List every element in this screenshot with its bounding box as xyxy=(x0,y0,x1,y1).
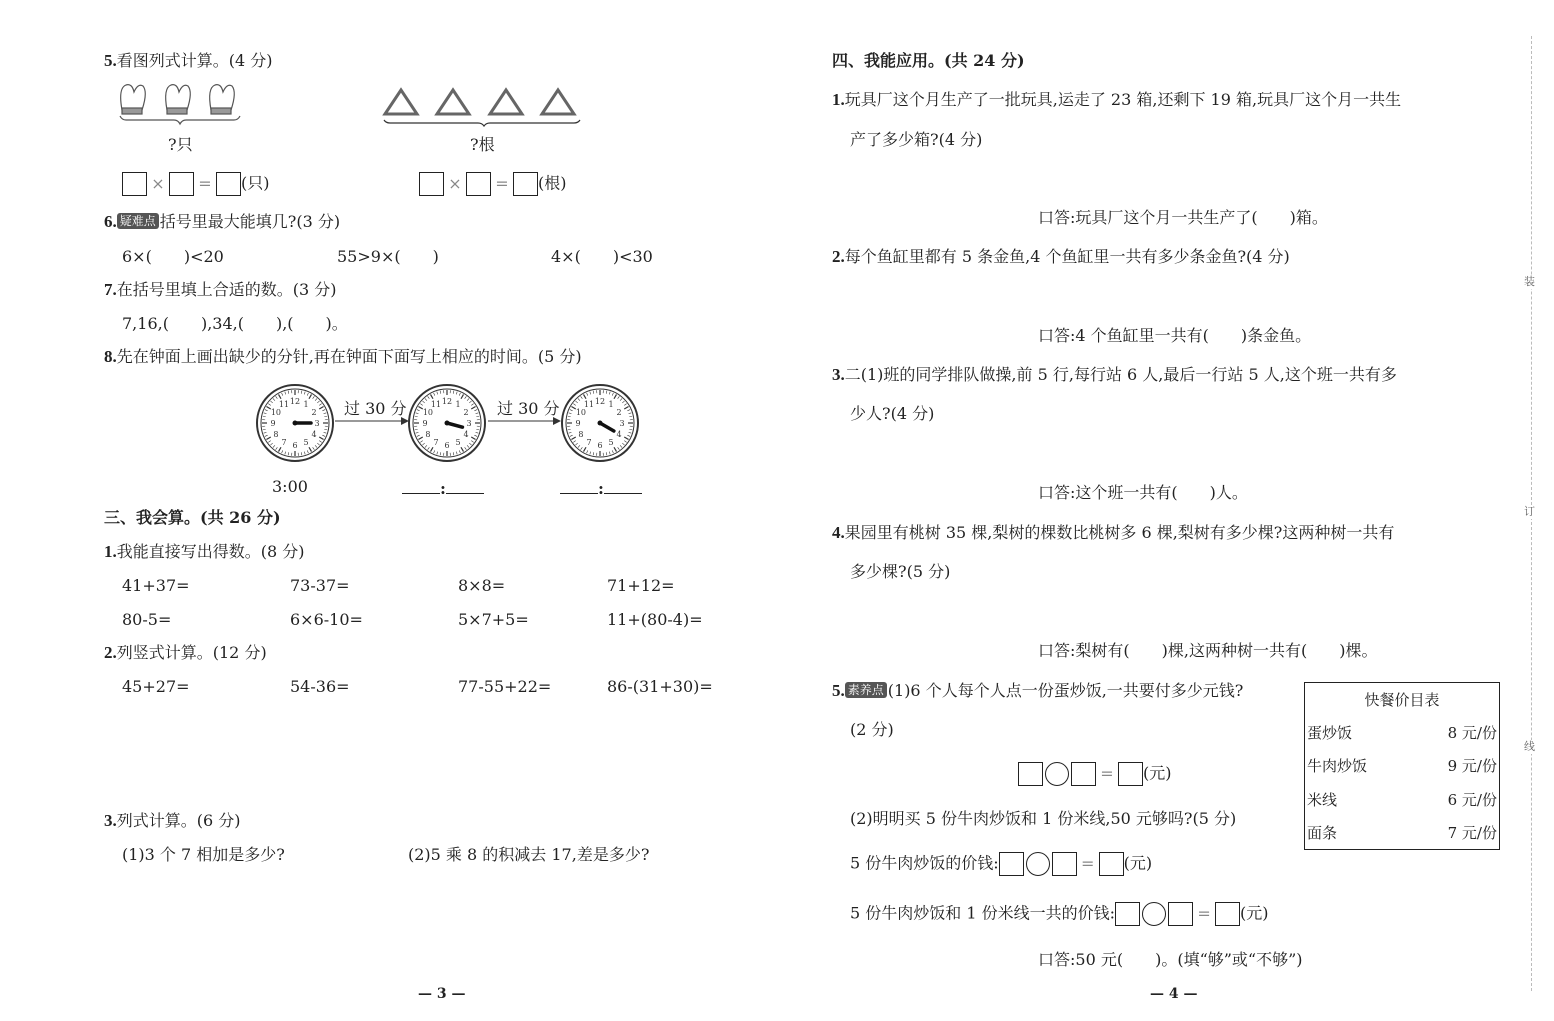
calc-item[interactable]: 11+(80-4)= xyxy=(607,610,703,629)
q6-item[interactable]: 6×( )<20 xyxy=(122,247,224,266)
clock-numeral: 2 xyxy=(616,408,622,417)
colon: : xyxy=(440,479,446,498)
unit: (元) xyxy=(1143,763,1172,783)
q-text: 二(1)班的同学排队做操,前 5 行,每行站 6 人,最后一行站 5 人,这个班一共有多 xyxy=(844,365,1397,384)
q7-sequence[interactable]: 7,16,( ),34,( ),( )。 xyxy=(122,314,348,333)
answer-box[interactable] xyxy=(1052,852,1077,876)
page-number: — 3 — xyxy=(418,986,466,1002)
q-text: 列式计算。(6 分) xyxy=(116,811,241,830)
equals-sign: = xyxy=(1080,854,1095,873)
s3q2-heading xyxy=(104,643,267,663)
equals-sign: = xyxy=(495,174,509,193)
q1-answer[interactable]: 口答:玩具厂这个月一共生产了( )箱。 xyxy=(1038,208,1328,227)
q-num: 2. xyxy=(104,643,117,662)
line-label: 5 份牛肉炒饭和 1 份米线一共的价钱: xyxy=(850,903,1116,923)
clock-numeral: 10 xyxy=(422,408,434,417)
clock-numeral: 1 xyxy=(608,399,614,409)
calc-item[interactable]: 8×8= xyxy=(458,576,506,595)
vertical-calc-item[interactable]: 45+27= xyxy=(122,677,190,696)
equals-sign: = xyxy=(1197,904,1211,923)
clock-numeral: 4 xyxy=(616,430,622,439)
clock-numeral: 9 xyxy=(575,419,581,428)
answer-box[interactable] xyxy=(1118,762,1143,786)
item-name: 面条 xyxy=(1307,823,1338,842)
difficulty-tag: 疑难点 xyxy=(117,213,159,229)
q-text: 果园里有桃树 35 棵,梨树的棵数比桃树多 6 棵,梨树有多少棵?这两种树一共有 xyxy=(844,523,1395,542)
q1-line1 xyxy=(832,90,1401,110)
operator-circle[interactable] xyxy=(1045,762,1069,786)
table-row xyxy=(1305,783,1500,816)
calc-item[interactable]: 71+12= xyxy=(607,576,675,595)
time-blank[interactable] xyxy=(560,477,642,499)
clock-numeral: 4 xyxy=(463,430,469,439)
q6-item[interactable]: 4×( )<30 xyxy=(551,247,653,266)
times-sign: × xyxy=(151,174,165,193)
vertical-calc-item[interactable]: 77-55+22= xyxy=(458,677,552,696)
q5-equation-2 xyxy=(850,852,1152,876)
clock-face[interactable] xyxy=(409,385,485,461)
calc-item[interactable]: 73-37= xyxy=(290,576,350,595)
binding-mark: 装 xyxy=(1524,275,1535,288)
q3-line1 xyxy=(832,365,1397,385)
clock-numeral: 8 xyxy=(425,430,431,439)
table-row xyxy=(1305,716,1500,749)
arrow-label: 过 30 分 xyxy=(344,399,407,418)
arrow-label: 过 30 分 xyxy=(497,399,560,418)
q-text: 每个鱼缸里都有 5 条金鱼,4 个鱼缸里一共有多少条金鱼?(4 分) xyxy=(844,247,1290,266)
calc-item[interactable]: 6×6-10= xyxy=(290,610,363,629)
clock-numeral: 7 xyxy=(281,438,287,448)
binding-mark: 线 xyxy=(1524,740,1535,753)
clock-numeral: 5 xyxy=(303,438,309,448)
q-num: 1. xyxy=(832,90,845,109)
word-calc-item: (2)5 乘 8 的积减去 17,差是多少? xyxy=(408,845,650,864)
answer-box[interactable] xyxy=(1071,762,1096,786)
clock-numeral: 3 xyxy=(619,419,625,428)
mittens-total-label: ?只 xyxy=(168,135,193,154)
binding-mark: 订 xyxy=(1524,505,1535,518)
times-sign: × xyxy=(448,174,462,193)
q4-answer[interactable]: 口答:梨树有( )棵,这两种树一共有( )棵。 xyxy=(1038,641,1378,660)
q-text: 我能直接写出得数。(8 分) xyxy=(116,542,305,561)
q-text: 列竖式计算。(12 分) xyxy=(116,643,267,662)
item-name: 牛肉炒饭 xyxy=(1307,757,1368,776)
clock-numeral: 2 xyxy=(463,408,469,417)
section-title: 三、我会算。(共 26 分) xyxy=(104,508,281,527)
calc-item[interactable]: 5×7+5= xyxy=(458,610,529,629)
q-num: 4. xyxy=(832,523,845,542)
answer-box[interactable] xyxy=(1215,902,1240,926)
clock-numeral: 6 xyxy=(597,441,603,450)
price-table-title: 快餐价目表 xyxy=(1364,691,1440,710)
s3q1-heading xyxy=(104,542,305,562)
clock-numeral: 12 xyxy=(289,397,301,406)
clock-face[interactable] xyxy=(562,385,638,461)
word-calc-item: (1)3 个 7 相加是多少? xyxy=(122,845,285,864)
clock-numeral: 9 xyxy=(270,419,276,428)
clock-numeral: 11 xyxy=(583,399,595,409)
q5-equation-1 xyxy=(1018,762,1172,786)
clock-numeral: 10 xyxy=(270,408,282,417)
clock-numeral: 12 xyxy=(594,397,606,406)
q5-answer[interactable]: 口答:50 元( )。(填“够”或“不够”) xyxy=(1038,950,1303,969)
clock-numeral: 8 xyxy=(578,430,584,439)
sticks-total-label: ?根 xyxy=(470,135,495,154)
equals-sign: = xyxy=(198,174,212,193)
calc-item[interactable]: 80-5= xyxy=(122,610,172,629)
clock-numeral: 1 xyxy=(303,399,309,409)
q-num: 8. xyxy=(104,347,117,366)
item-name: 蛋炒饭 xyxy=(1307,724,1353,743)
operator-circle[interactable] xyxy=(1026,852,1050,876)
clock-numeral: 3 xyxy=(314,419,320,428)
table-row xyxy=(1305,816,1500,850)
q2-line1 xyxy=(832,247,1290,267)
vertical-calc-item[interactable]: 54-36= xyxy=(290,677,350,696)
q-num: 3. xyxy=(104,811,117,830)
clock-numeral: 6 xyxy=(292,441,298,450)
unit: (元) xyxy=(1123,853,1153,873)
literacy-tag: 素养点 xyxy=(845,682,887,698)
answer-box[interactable] xyxy=(999,852,1024,876)
q3-line2: 少人?(4 分) xyxy=(850,404,935,423)
clock-numeral: 10 xyxy=(575,408,587,417)
q-text: 玩具厂这个月生产了一批玩具,运走了 23 箱,还剩下 19 箱,玩具厂这个月一共生 xyxy=(844,90,1402,109)
unit: (元) xyxy=(1240,903,1269,923)
clock-numeral: 7 xyxy=(433,438,439,448)
item-price: 6 元/份 xyxy=(1447,790,1497,809)
q2-answer[interactable]: 口答:4 个鱼缸里一共有( )条金鱼。 xyxy=(1038,326,1312,345)
unit: (只) xyxy=(241,173,270,193)
clock-numeral: 1 xyxy=(455,399,461,409)
item-name: 米线 xyxy=(1307,790,1338,809)
q4-line2: 多少棵?(5 分) xyxy=(850,562,951,581)
q-text: 在括号里填上合适的数。(3 分) xyxy=(116,280,337,299)
time-blank[interactable] xyxy=(402,477,484,499)
q5-line1 xyxy=(832,681,1243,701)
colon: : xyxy=(598,479,604,498)
q-num: 2. xyxy=(832,247,845,266)
clock-numeral: 6 xyxy=(444,441,450,450)
q-num: 1. xyxy=(104,542,117,561)
page-number: — 4 — xyxy=(1150,986,1198,1002)
q-text: 先在钟面上画出缺少的分针,再在钟面下面写上相应的时间。(5 分) xyxy=(116,347,582,366)
clock-numeral: 12 xyxy=(441,397,453,406)
section-title: 四、我能应用。(共 24 分) xyxy=(832,51,1025,70)
q-text: (1)6 个人每个人点一份蛋炒饭,一共要付多少元钱? xyxy=(887,681,1244,700)
answer-box[interactable] xyxy=(1115,902,1140,926)
q6-item[interactable]: 55>9×( ) xyxy=(337,247,439,266)
clock-numeral: 2 xyxy=(311,408,317,417)
item-price: 7 元/份 xyxy=(1447,823,1497,842)
q-num: 7. xyxy=(104,280,117,299)
table-row xyxy=(1305,749,1500,782)
clock-numeral: 8 xyxy=(273,430,279,439)
q-num: 6. xyxy=(104,212,117,231)
q-num: 5. xyxy=(832,681,845,700)
answer-box[interactable] xyxy=(1168,902,1193,926)
q5-part2: (2)明明买 5 份牛肉炒饭和 1 份米线,50 元够吗?(5 分) xyxy=(850,809,1237,828)
q1-line2: 产了多少箱?(4 分) xyxy=(850,130,983,149)
q-text: 看图列式计算。(4 分) xyxy=(116,51,273,70)
clock-numeral: 11 xyxy=(430,399,442,409)
answer-box[interactable] xyxy=(1018,762,1043,786)
price-table xyxy=(1304,682,1500,850)
s3q3-heading xyxy=(104,811,241,831)
clock-numeral: 9 xyxy=(422,419,428,428)
unit: (根) xyxy=(538,173,567,193)
q-num: 5. xyxy=(104,51,117,70)
clock-numeral: 5 xyxy=(608,438,614,448)
clock-numeral: 5 xyxy=(455,438,461,448)
q4-line1 xyxy=(832,523,1394,543)
clock-numeral: 3 xyxy=(466,419,472,428)
q5-score: (2 分) xyxy=(850,720,894,739)
clock-numeral: 7 xyxy=(586,438,592,448)
vertical-calc-item[interactable]: 86-(31+30)= xyxy=(607,677,713,696)
clock-time-label: 3:00 xyxy=(272,477,308,496)
clock-numeral: 11 xyxy=(278,399,290,409)
operator-circle[interactable] xyxy=(1142,902,1166,926)
equals-sign: = xyxy=(1100,764,1114,783)
q-text: 括号里最大能填几?(3 分) xyxy=(159,212,341,231)
item-price: 8 元/份 xyxy=(1447,724,1497,743)
answer-box[interactable] xyxy=(1099,852,1124,876)
line-label: 5 份牛肉炒饭的价钱: xyxy=(850,853,999,873)
calc-item[interactable]: 41+37= xyxy=(122,576,190,595)
q-num: 3. xyxy=(832,365,845,384)
q5-equation-3 xyxy=(850,902,1269,926)
clock-face[interactable] xyxy=(257,385,333,461)
q3-answer[interactable]: 口答:这个班一共有( )人。 xyxy=(1038,483,1248,502)
item-price: 9 元/份 xyxy=(1447,757,1497,776)
clock-numeral: 4 xyxy=(311,430,317,439)
